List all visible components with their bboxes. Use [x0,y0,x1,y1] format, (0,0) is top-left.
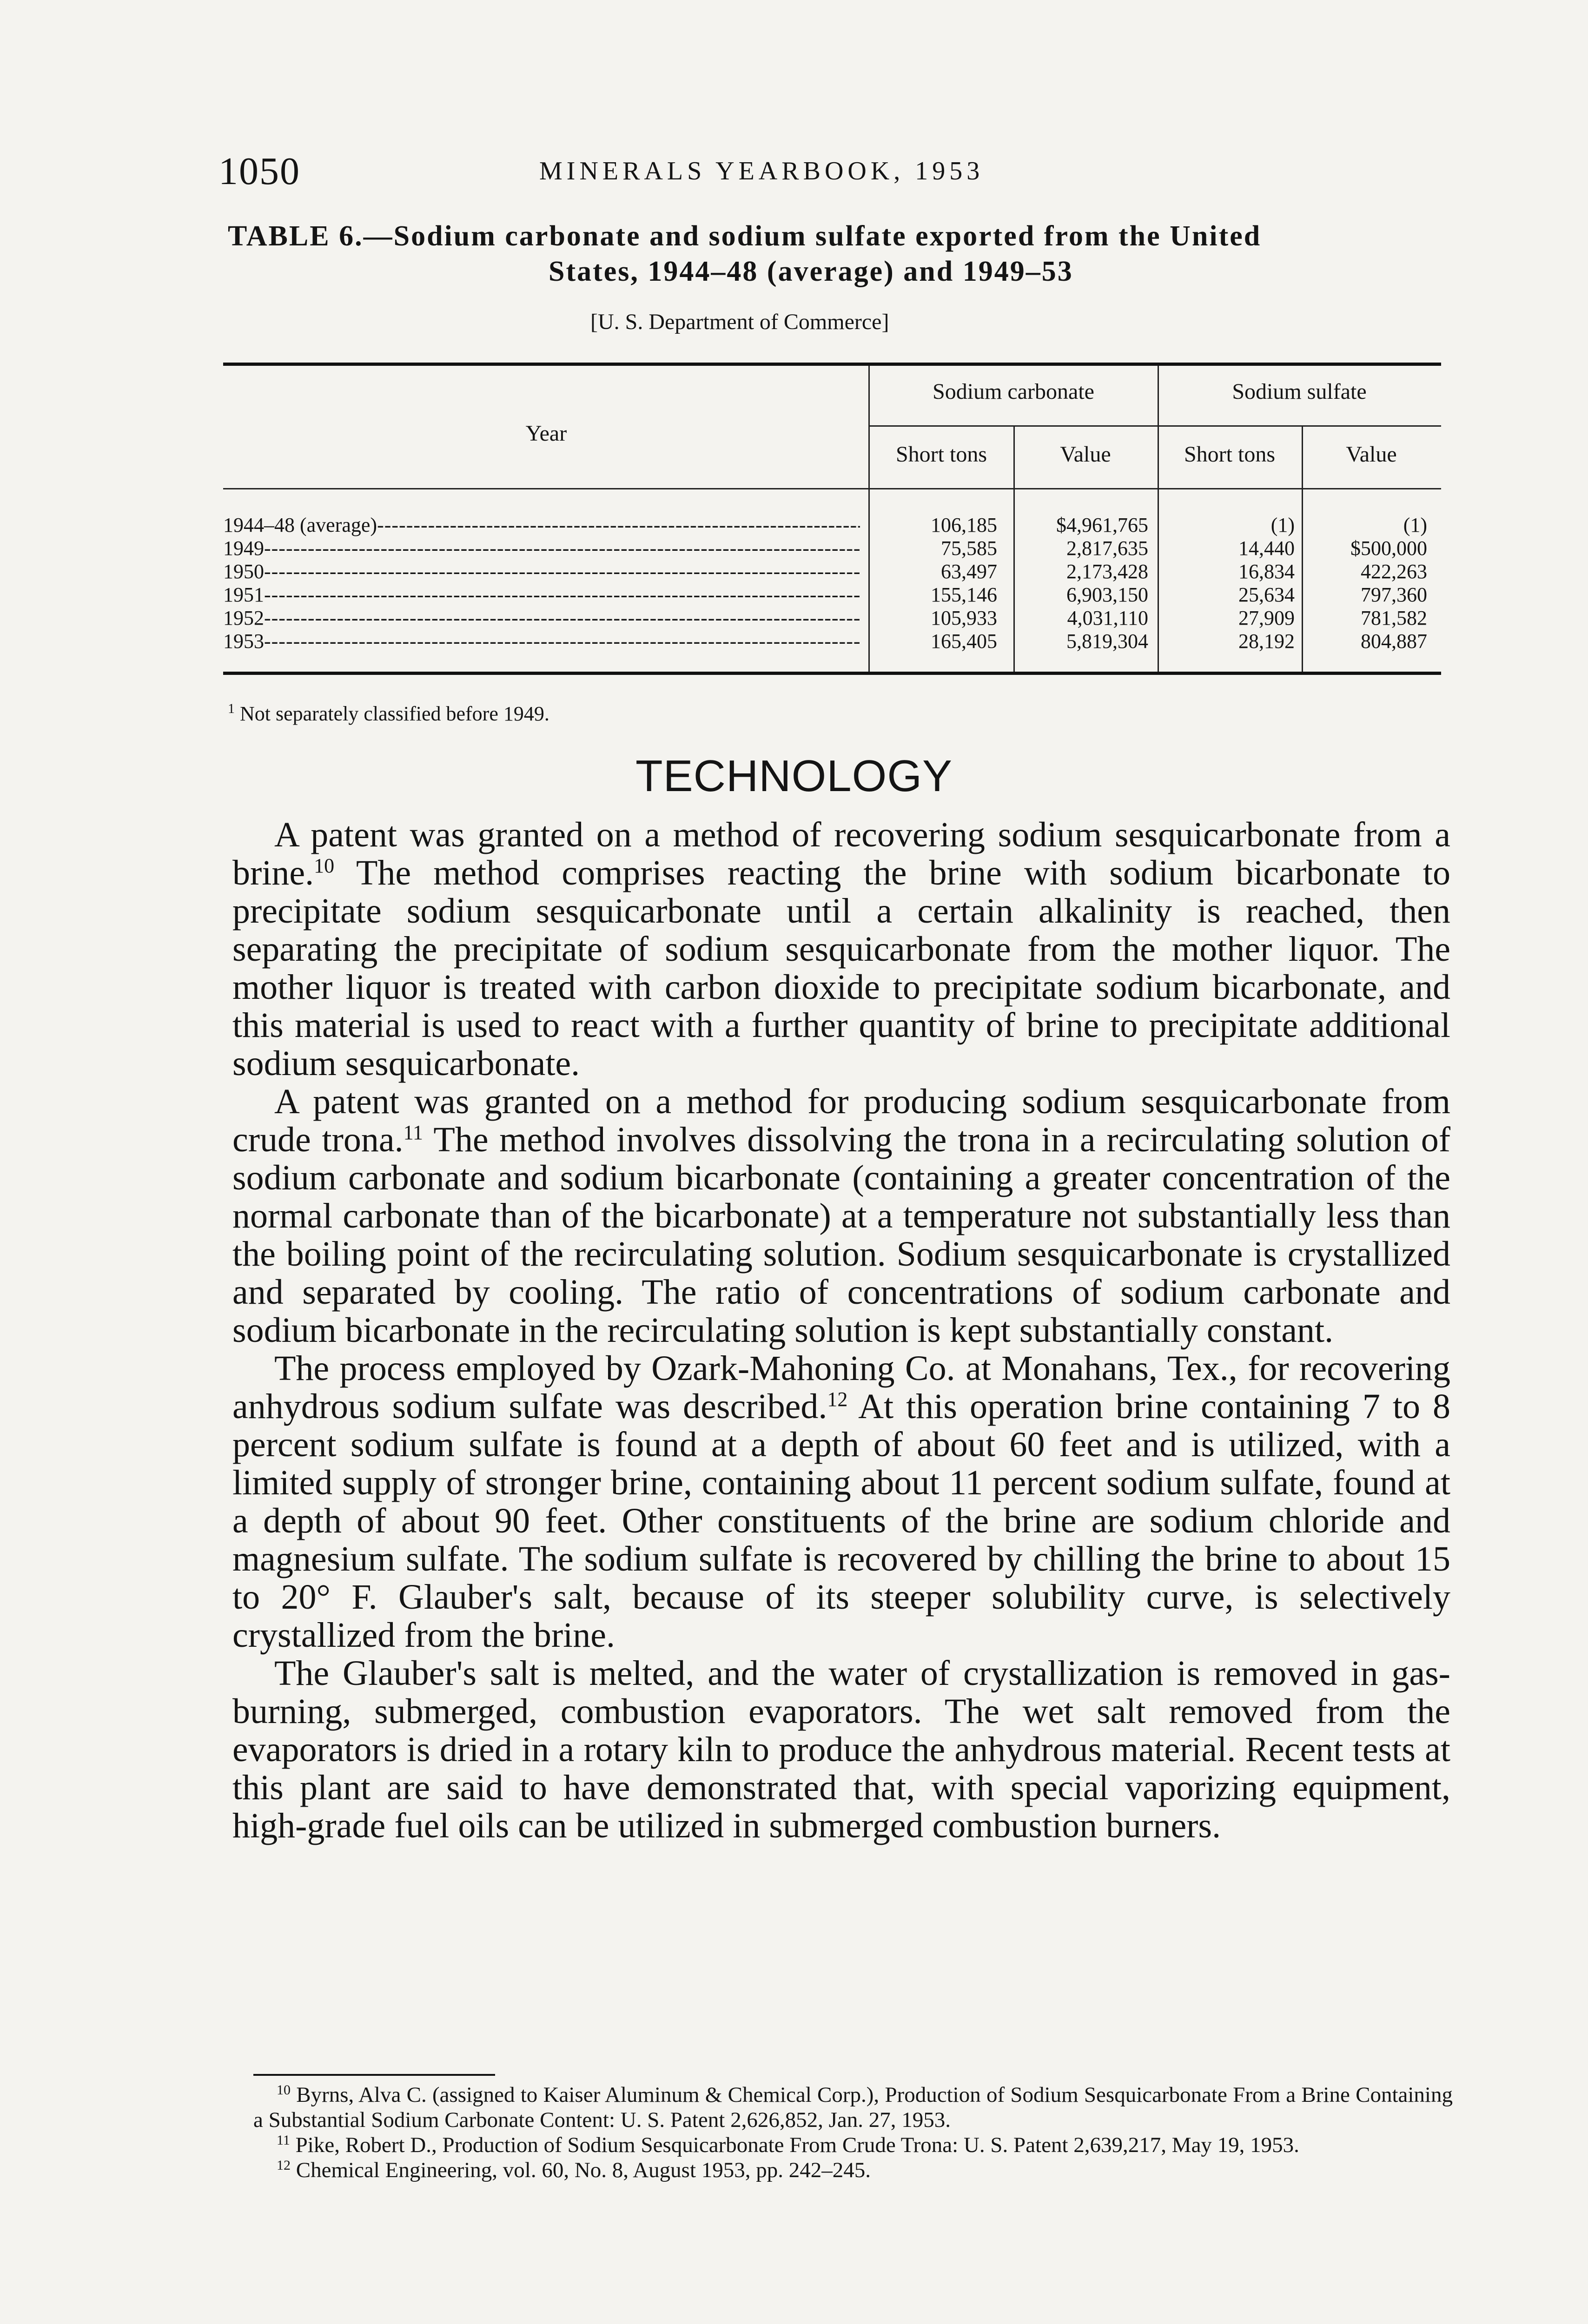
section-heading: TECHNOLOGY [635,751,953,801]
table-row [223,607,1441,630]
table-caption-line-1: TABLE 6.—Sodium carbonate and sodium sulfate exported from the United [228,220,1262,252]
paragraph-text: At this operation brine containing 7 to 8 percent sodium sulfate is found at a depth of about 60 feet and is utilized, with a limited supply of stronger brine, containing about 11 percent sodium sulfate, found at a depth of about 90 feet. Other constituents of the brine are sodium chloride and magnesium sulfate. The sodium sulfate is recovered by chilling the brine to about 15 to 20° F. Glauber's salt, because of its steeper solubility curve, is selectively crystallized from the brine. [232,1387,1450,1655]
paragraph-text: A patent was granted on a method of recovering sodium sesquicarbonate from a brine. [232,815,1450,892]
footnote-ref[interactable]: 10 [314,854,335,877]
ss-short-tons-header: Short tons [1184,442,1276,467]
sc-short-tons-header: Short tons [895,442,987,467]
table-source: [U. S. Department of Commerce] [590,310,889,334]
paragraph [232,1083,1450,1349]
year-cell: 1953 ----- [223,630,860,653]
sc-tons-cell: 63,497 [941,560,997,583]
sc-value-cell: 5,819,304 [1066,630,1148,653]
footnote-marker: 12 [277,2158,291,2173]
footnote-marker: 10 [277,2082,291,2098]
paragraph [232,816,1450,1083]
ss-value-cell: 804,887 [1361,630,1427,653]
ss-tons-cell: 14,440 [1238,537,1295,560]
year-cell: 1952 ----- [223,607,860,630]
ss-value-cell: (1) [1403,514,1427,536]
ss-value-cell: 797,360 [1361,583,1427,606]
paragraph [232,1654,1450,1845]
table-footnote-text: Not separately classified before 1949. [240,702,549,725]
sc-tons-cell: 105,933 [931,607,997,629]
year-cell: 1944–48 (average) ----- [223,514,860,537]
body-text [232,816,1450,1845]
table-row [223,583,1441,607]
running-head: MINERALS YEARBOOK, 1953 [539,157,984,185]
sc-value-cell: 6,903,150 [1066,583,1148,606]
year-cell: 1950 ----- [223,560,860,583]
sodium-sulfate-header: Sodium sulfate [1232,379,1367,404]
table-footnote-marker: 1 [228,701,235,716]
sc-tons-cell: 106,185 [931,514,997,536]
group-header-rule [869,425,1441,427]
sc-value-cell: 4,031,110 [1067,607,1148,629]
year-cell: 1951 ----- [223,583,860,607]
sc-tons-cell: 165,405 [931,630,997,653]
table-footnote [228,702,549,726]
export-table [223,363,1441,675]
sc-tons-cell: 155,146 [931,583,997,606]
ss-value-header: Value [1346,442,1397,467]
footnote-text: Byrns, Alva C. (assigned to Kaiser Aluminum & Chemical Corp.), Production of Sodium Sesquicarbonate From a Brine Containing a Substantial Sodium Carbonate Content: U. S. Patent 2,626,852, Jan. 27, 1953. [253,2083,1453,2132]
table-row [223,514,1441,537]
ss-tons-cell: 16,834 [1238,560,1295,583]
table-bottom-rule [223,672,1441,675]
sc-value-cell: $4,961,765 [1056,514,1148,536]
footnotes [253,2082,1453,2183]
ss-value-cell: 781,582 [1361,607,1427,629]
footnote-ref[interactable]: 11 [403,1121,423,1144]
sc-value-header: Value [1060,442,1111,467]
ss-tons-cell: (1) [1270,514,1295,536]
paragraph-text: The Glauber's salt is melted, and the water of crystallization is removed in gas-burning, submerged, combustion evaporators. The wet salt removed from the evaporators is dried in a rotary kiln to produce the anhydrous material. Recent tests at this plant are said to have demonstrated that, with special vaporizing equipment, high-grade fuel oils can be utilized in submerged combustion burners. [232,1654,1450,1845]
table-caption [228,218,1455,289]
sc-value-cell: 2,817,635 [1066,537,1148,560]
year-column-header: Year [525,421,567,446]
paragraph-text: The method involves dissolving the trona in a recirculating solution of sodium carbonate and sodium bicarbonate (containing a greater concentration of the normal carbonate than of the bicarbonate) at a temperature not substantially less than the boiling point of the recirculating solution. Sodium sesquicarbonate is crystallized and separated by cooling. The ratio of concentrations of sodium carbonate and sodium bicarbonate in the recirculating solution is kept substantially constant. [232,1120,1450,1350]
table-row [223,537,1441,560]
year-cell: 1949 ----- [223,537,860,560]
ss-tons-cell: 27,909 [1238,607,1295,629]
footnote-text: Chemical Engineering, vol. 60, No. 8, August 1953, pp. 242–245. [296,2158,871,2182]
footnote-marker: 11 [277,2133,290,2148]
table-row [223,630,1441,653]
page-number: 1050 [218,150,300,193]
table-caption-line-2: States, 1944–48 (average) and 1949–53 [549,256,1073,287]
ss-tons-cell: 25,634 [1238,583,1295,606]
footnote [253,2133,1453,2158]
table-top-rule [223,363,1441,366]
table-row [223,560,1441,583]
ss-value-cell: 422,263 [1361,560,1427,583]
ss-tons-cell: 28,192 [1238,630,1295,653]
paragraph-text: The method comprises reacting the brine with sodium bicarbonate to precipitate sodium sesquicarbonate until a certain alkalinity is reached, then separating the precipitate of sodium sesquicarbonate from the mother liquor. The mother liquor is treated with carbon dioxide to precipitate sodium bicarbonate, and this material is used to react with a further quantity of brine to precipitate additional sodium sesquicarbonate. [232,853,1450,1083]
paragraph-text: A patent was granted on a method for producing sodium sesquicarbonate from crude trona. [232,1082,1450,1159]
sodium-carbonate-header: Sodium carbonate [933,379,1094,404]
footnote [253,2158,1453,2183]
footnote-ref[interactable]: 12 [827,1388,848,1411]
footnote-text: Pike, Robert D., Production of Sodium Sesquicarbonate From Crude Trona: U. S. Patent 2,639,217, May 19, 1953. [295,2133,1299,2157]
header-bottom-rule [223,488,1441,489]
paragraph [232,1349,1450,1654]
footnote-divider [253,2074,495,2076]
paragraph-text: The process employed by Ozark-Mahoning Co. at Monahans, Tex., for recovering anhydrous sodium sulfate was described. [232,1349,1450,1426]
ss-value-cell: $500,000 [1350,537,1427,560]
sc-value-cell: 2,173,428 [1066,560,1148,583]
page-header [218,149,1436,195]
sc-tons-cell: 75,585 [941,537,997,560]
footnote [253,2082,1453,2133]
